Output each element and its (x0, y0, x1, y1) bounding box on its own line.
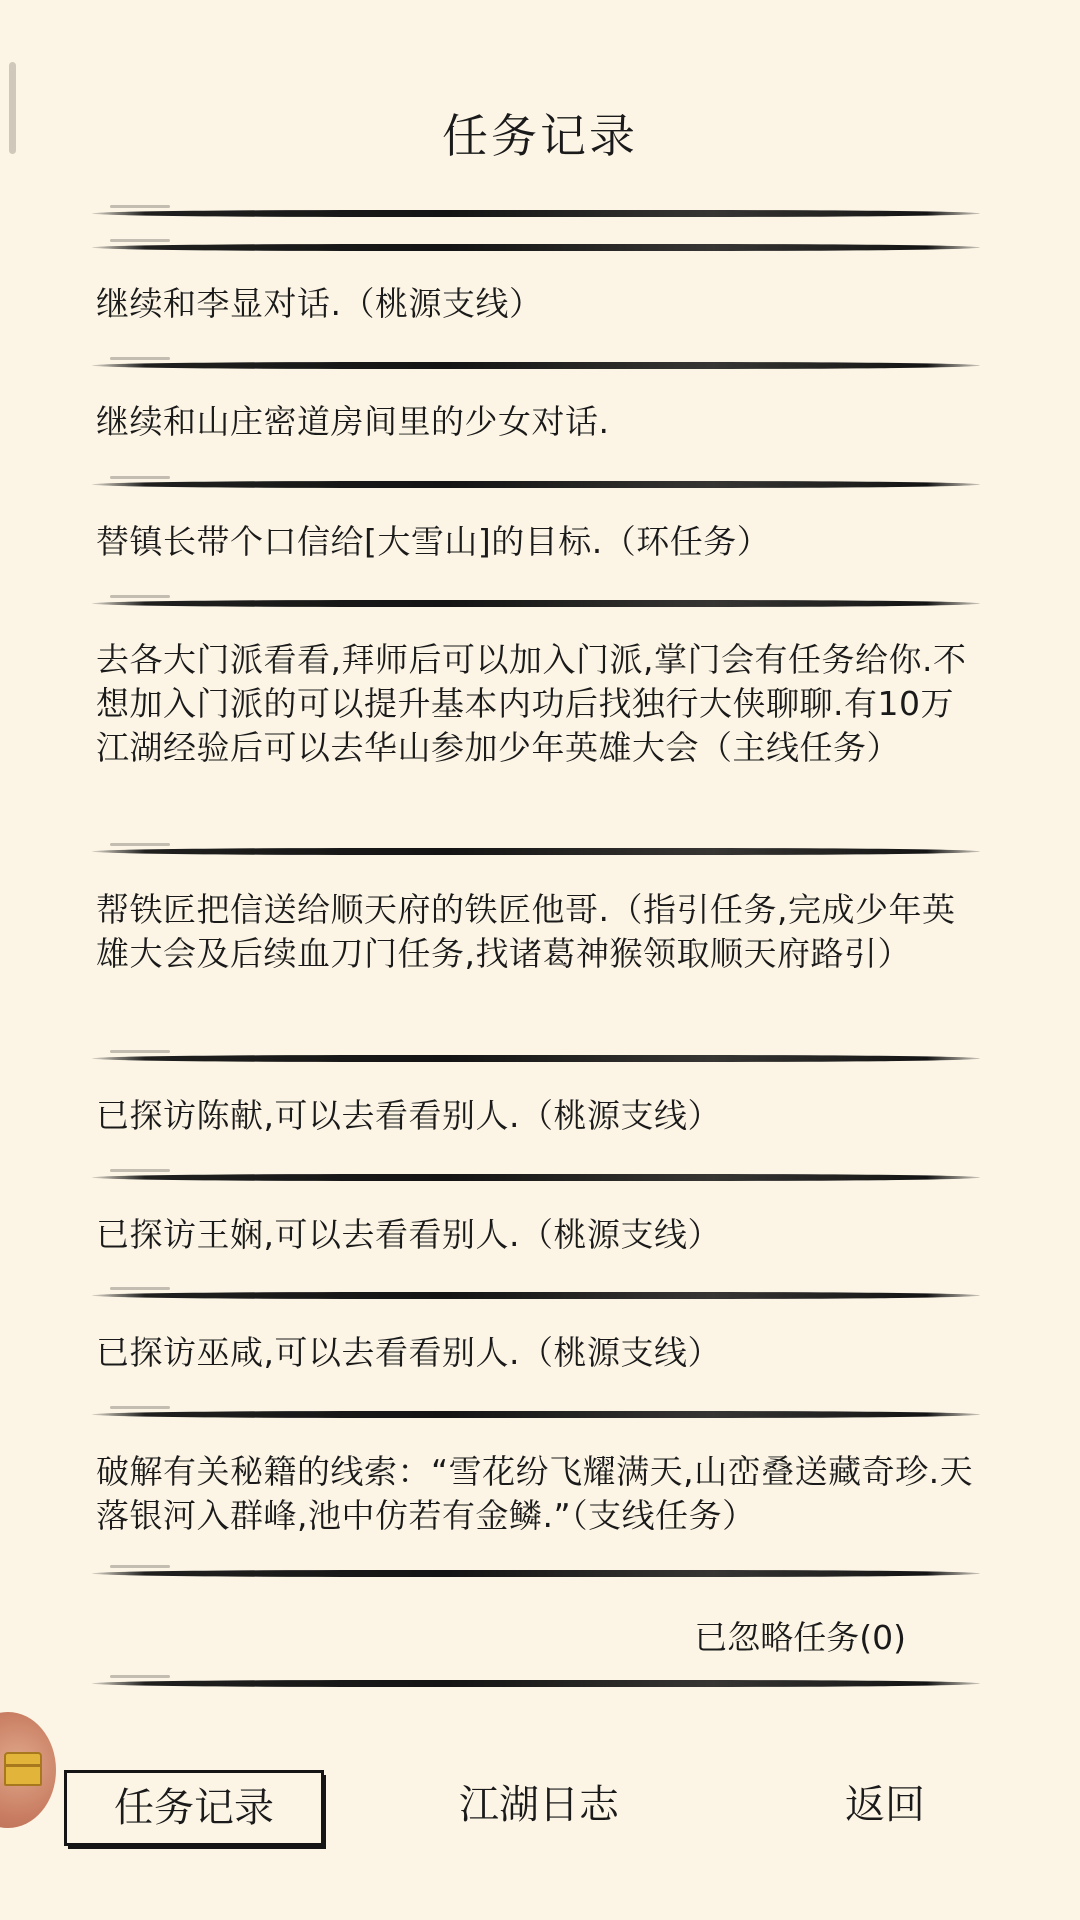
divider (92, 210, 980, 217)
quest-item[interactable]: 帮铁匠把信送给顺天府的铁匠他哥.（指引任务,完成少年英雄大会及后续血刀门任务,找诸葛神猴领取顺天府路引） (96, 890, 956, 973)
divider (92, 1680, 980, 1687)
back-button[interactable]: 返回 (845, 1782, 925, 1828)
quest-item[interactable]: 破解有关秘籍的线索：“雪花纷飞耀满天,山峦叠送藏奇珍.天落银河入群峰,池中仿若有金鳞.”（支线任务） (96, 1452, 974, 1535)
divider (92, 1570, 980, 1577)
divider (92, 1411, 980, 1418)
divider (92, 1292, 980, 1299)
quest-item[interactable]: 已探访陈献,可以去看看别人.（桃源支线） (96, 1096, 721, 1135)
divider (92, 1055, 980, 1062)
divider (92, 848, 980, 855)
divider (92, 244, 980, 251)
treasure-chest-icon (4, 1752, 42, 1786)
quest-item[interactable]: 已探访巫咸,可以去看看别人.（桃源支线） (96, 1333, 721, 1372)
quest-item[interactable]: 替镇长带个口信给[大雪山]的目标.（环任务） (96, 522, 771, 561)
page-title: 任务记录 (442, 109, 638, 163)
quest-item[interactable]: 已探访王娴,可以去看看别人.（桃源支线） (96, 1215, 721, 1254)
quest-item[interactable]: 去各大门派看看,拜师后可以加入门派,掌门会有任务给你.不想加入门派的可以提升基本内功后找独行大侠聊聊.有10万江湖经验后可以去华山参加少年英雄大会（主线任务） (96, 640, 967, 767)
divider (92, 362, 980, 369)
quest-item[interactable]: 继续和李显对话.（桃源支线） (96, 284, 543, 323)
divider (92, 481, 980, 488)
ignored-quests-button[interactable]: 已忽略任务(0) (694, 1618, 906, 1657)
tab-quest-log[interactable]: 任务记录 (64, 1770, 324, 1846)
tab-journal[interactable]: 江湖日志 (459, 1782, 619, 1828)
divider (92, 1174, 980, 1181)
quest-item[interactable]: 继续和山庄密道房间里的少女对话. (96, 402, 610, 441)
treasure-chest-button[interactable] (0, 1712, 56, 1828)
divider (92, 600, 980, 607)
